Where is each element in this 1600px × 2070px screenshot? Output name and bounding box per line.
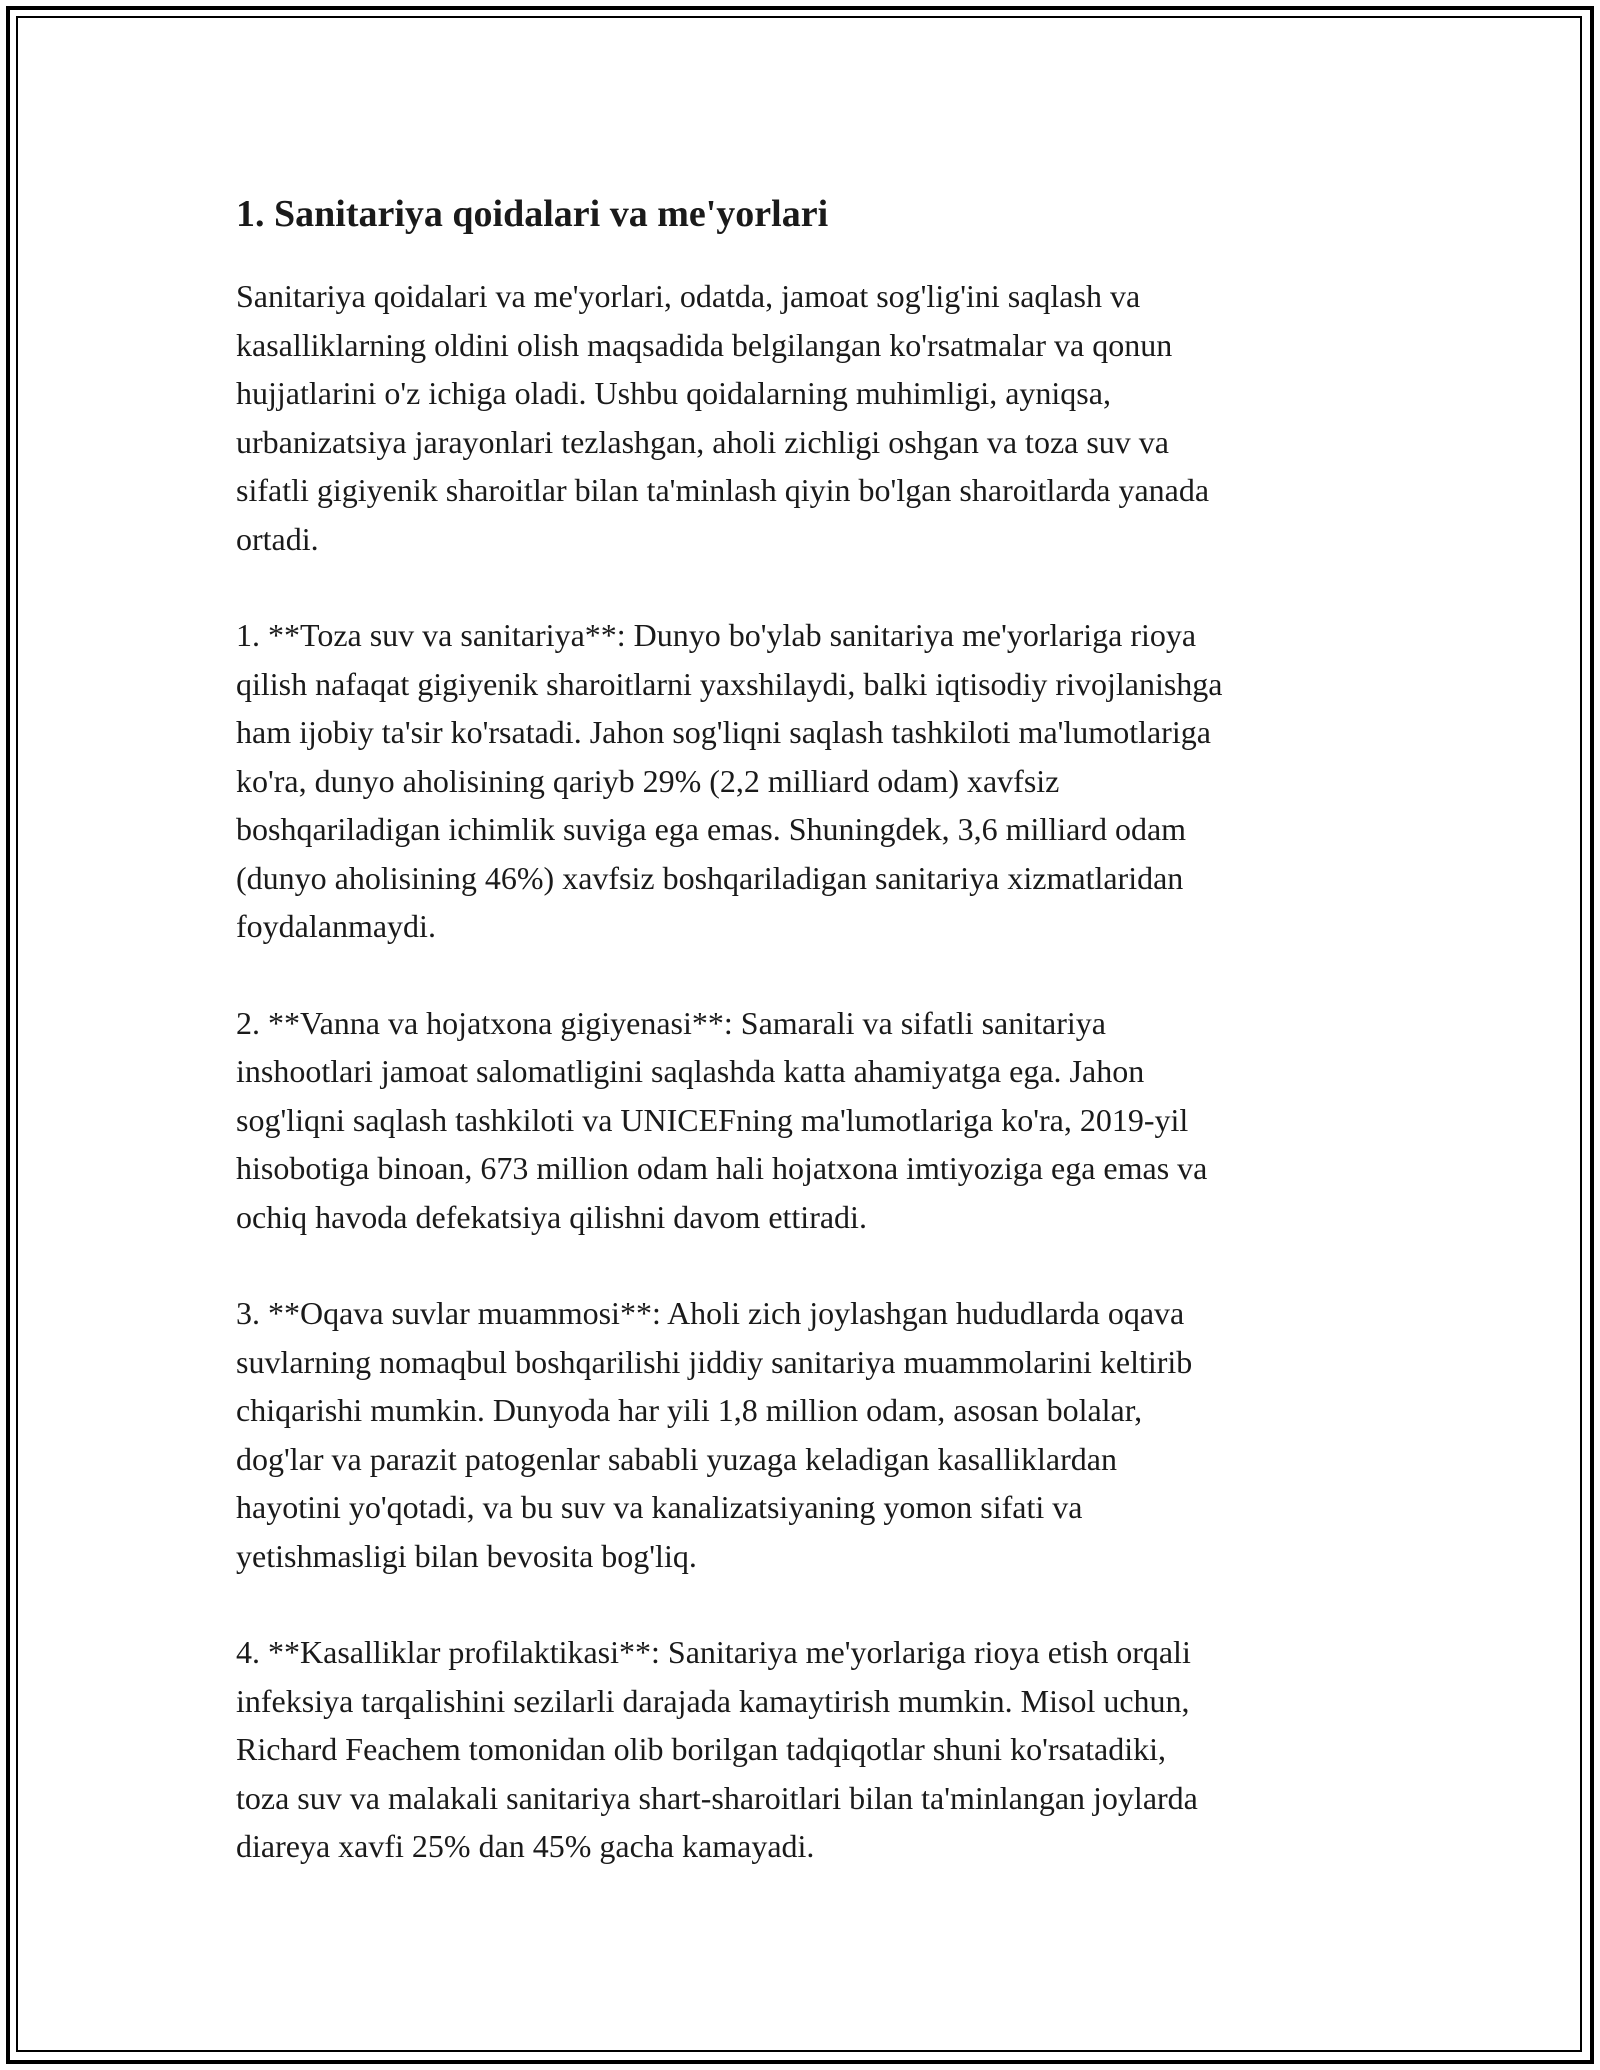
intro-paragraph: Sanitariya qoidalari va me'yorlari, odatda, jamoat sog'lig'ini saqlash va kasalliklarning oldini olish maqsadida belgilangan ko'rsatmalar va qonun hujjatlarini o'z ichiga oladi. Ushbu qoidalarning muhimligi, ayniqsa, urbanizatsiya jarayonlari tezlashgan, aholi zichligi oshgan va toza suv va sifatli gigiyenik sharoitlar bilan ta'minlash qiyin bo'lgan sharoitlarda yanada ortadi. xyxy=(236,278,1210,557)
paragraph-clean-water: 1. **Toza suv va sanitariya**: Dunyo bo'ylab sanitariya me'yorlariga rioya qilish nafaqat gigiyenik sharoitlarni yaxshilaydi, balki iqtisodiy rivojlanishga ham ijobiy ta'sir ko'rsatadi. Jahon sog'liqni saqlash tashkiloti ma'lumotlariga ko'ra, dunyo aholisining qariyb 29% (2,2 milliard odam) xavfsiz boshqariladigan ichimlik suviga ega emas. Shuningdek, 3,6 milliard odam (dunyo aholisining 46%) xavfsiz boshqariladigan sanitariya xizmatlaridan foydalanmaydi. xyxy=(236,617,1223,944)
paragraph-wastewater: 3. **Oqava suvlar muammosi**: Aholi zich joylashgan hududlarda oqava suvlarning nomaqbul boshqarilishi jiddiy sanitariya muammolarini keltirib chiqarishi mumkin. Dunyoda har yili 1,8 million odam, asosan bolalar, dog'lar va parazit patogenlar sababli yuzaga keladigan kasalliklardan hayotini yo'qotadi, va bu suv va kanalizatsiyaning yomon sifati va yetishmasligi bilan bevosita bog'liq. xyxy=(236,1295,1193,1574)
paragraph-disease-prevention: 4. **Kasalliklar profilaktikasi**: Sanitariya me'yorlariga rioya etish orqali infeksiya tarqalishini sezilarli darajada kamaytirish mumkin. Misol uchun, Richard Feachem tomonidan olib borilgan tadqiqotlar shuni ko'rsatadiki, toza suv va malakali sanitariya shart-sharoitlari bilan ta'minlangan joylarda diareya xavfi 25% dan 45% gacha kamayadi. xyxy=(236,1634,1198,1864)
section-title: 1. Sanitariya qoidalari va me'yorlari xyxy=(236,193,829,235)
document-body xyxy=(236,186,1376,1919)
paragraph-toilet-hygiene: 2. **Vanna va hojatxona gigiyenasi**: Samarali va sifatli sanitariya inshootlari jamoat salomatligini saqlashda katta ahamiyatga ega. Jahon sog'liqni saqlash tashkiloti va UNICEFning ma'lumotlariga ko'ra, 2019-yil hisobotiga binoan, 673 million odam hali hojatxona imtiyoziga ega emas va ochiq havoda defekatsiya qilishni davom ettiradi. xyxy=(236,1004,1208,1235)
